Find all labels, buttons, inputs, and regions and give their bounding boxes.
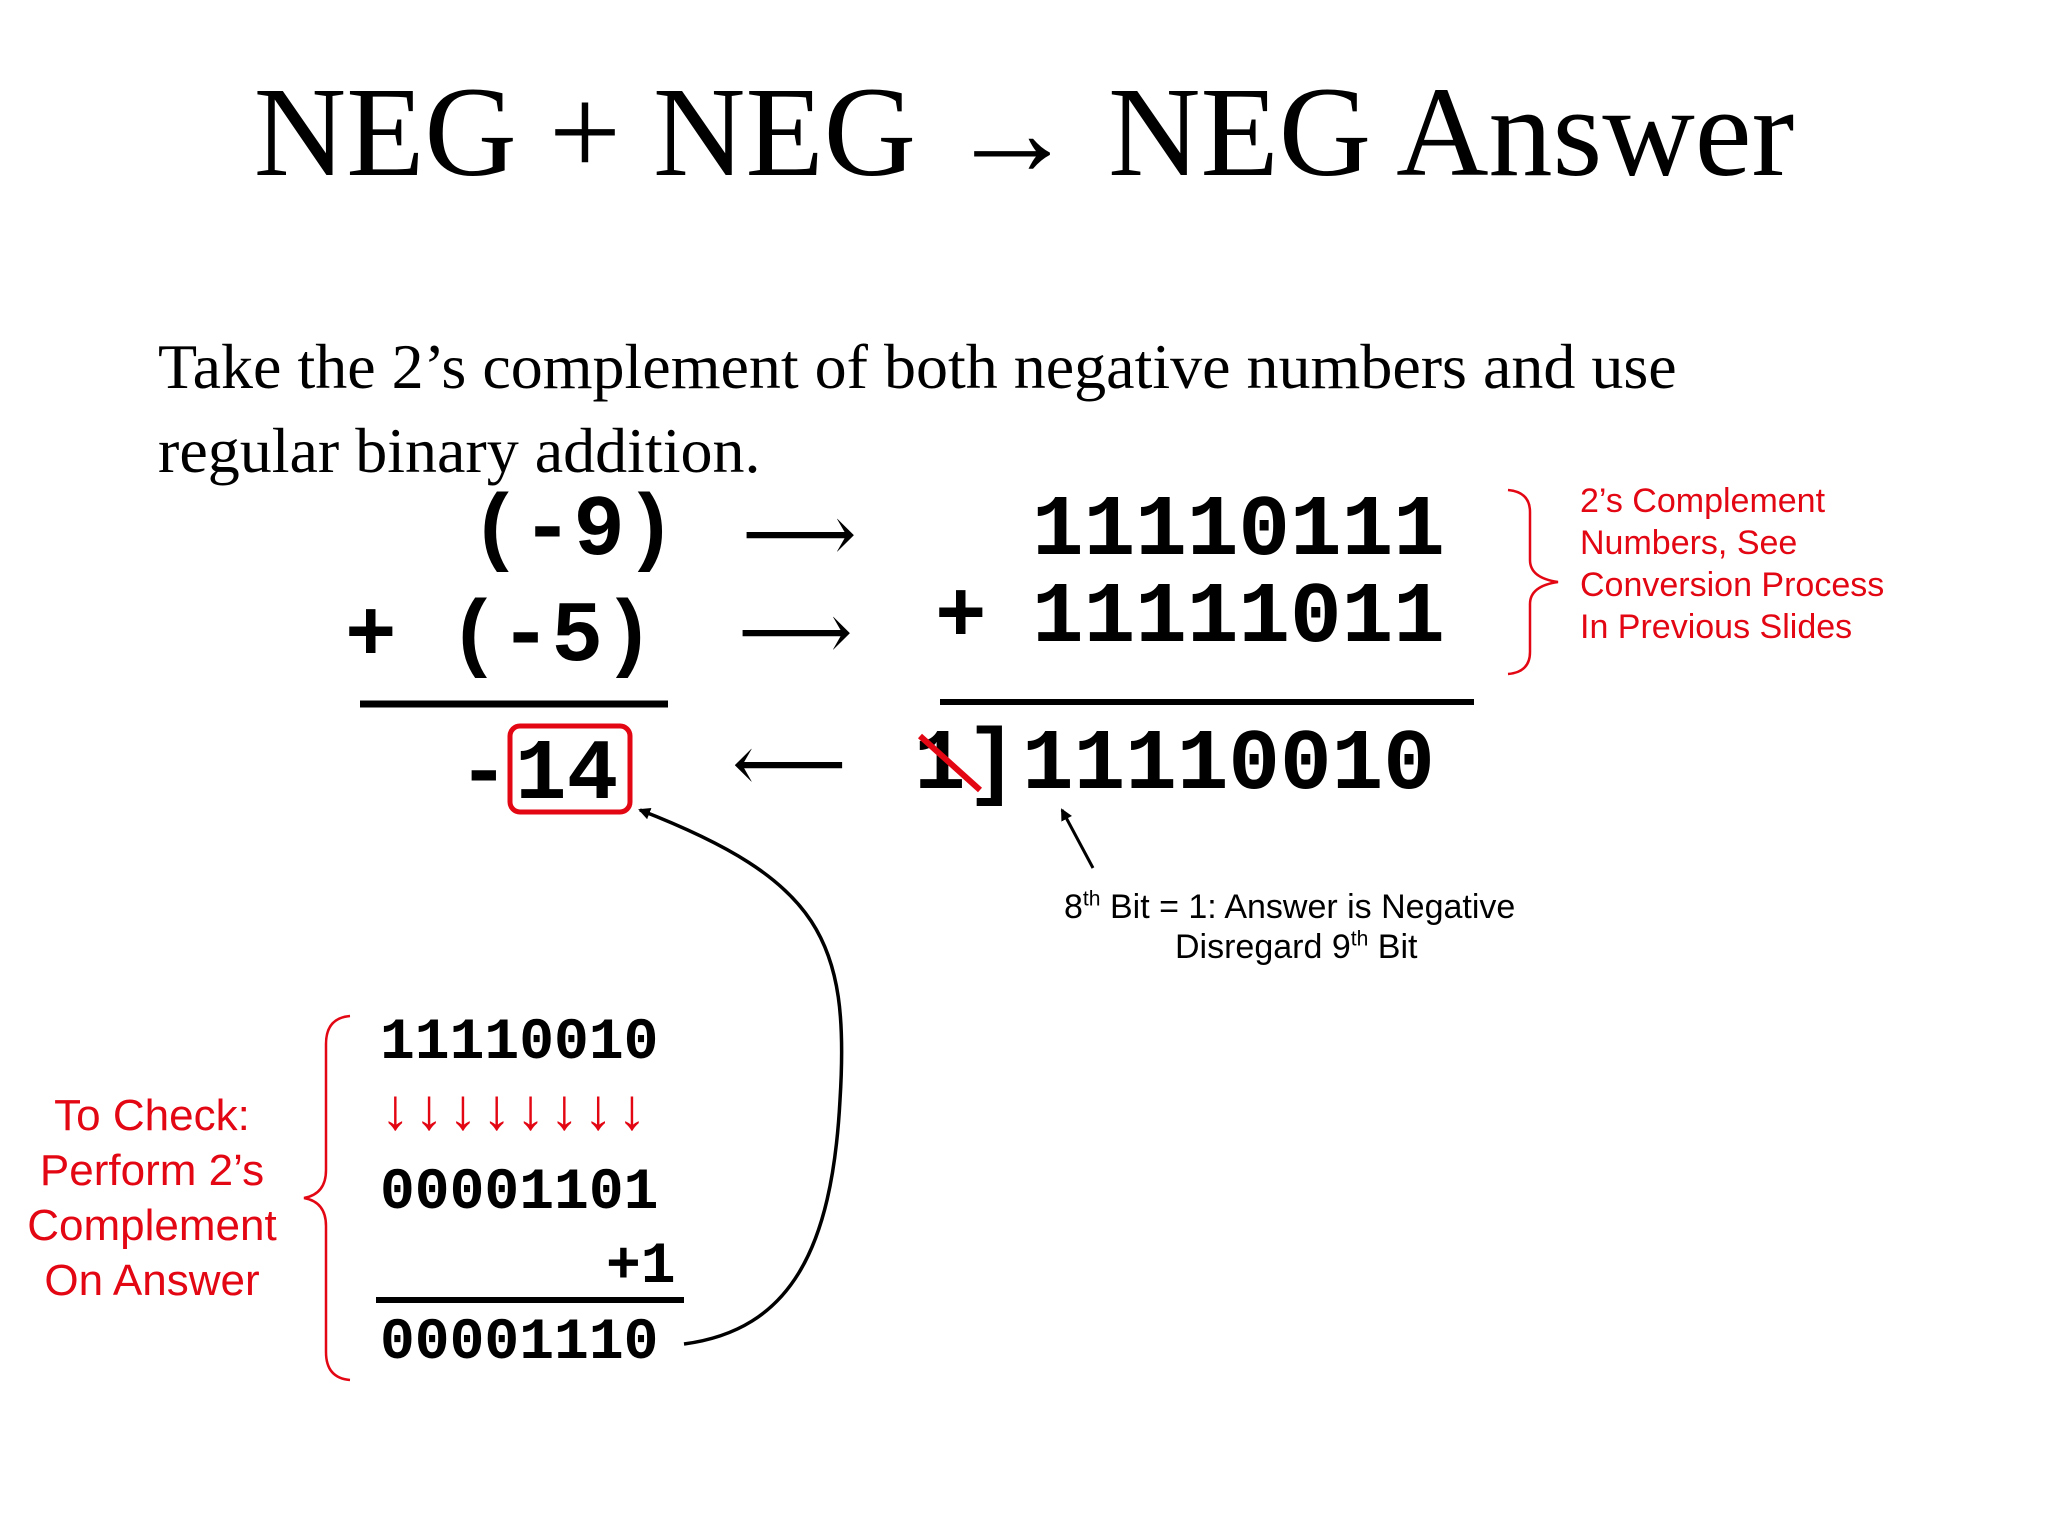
result-highlight-box [510,726,630,812]
intro-line-1: Take the 2’s complement of both negative numbers and use [158,331,1677,402]
check-label-line-3: Complement [27,1201,277,1250]
binary-row-1: 11110111 [1032,482,1445,580]
overflow-strike [920,736,980,790]
invert-arrows: ↓↓↓↓↓↓↓↓ [378,1082,649,1147]
brace-note-line-4: In Previous Slides [1580,608,1853,646]
intro-line-2: regular binary addition. [158,415,761,486]
brace-note-line-3: Conversion Process [1580,566,1885,604]
operands-brace [1508,490,1558,674]
binary-sum: 11110010 [1022,716,1435,814]
binary-row-2: 11111011 [1032,569,1445,667]
bit-note-line-1: 8th Bit = 1: Answer is Negative [1064,887,1516,926]
eighth-bit-arrow [1062,810,1093,868]
overflow-bit: 1 [914,716,966,814]
operand-minus-9: (-9) [470,482,677,580]
right-arrow-1: ⟶ [742,491,857,579]
left-arrow: ⟵ [732,721,847,809]
slide-title: NEG + NEG → NEG Answer [253,61,1795,203]
check-row-3: 00001110 [380,1311,659,1376]
brace-note-line-2: Numbers, See [1580,524,1798,562]
result-sign: - [458,726,510,824]
check-label-line-1: To Check: [54,1091,250,1140]
right-arrow-2: ⟶ [738,589,853,677]
check-to-result-arrow [640,810,842,1344]
check-plus-one: +1 [606,1235,676,1300]
brace-note-line-1: 2’s Complement [1580,482,1826,520]
check-brace [304,1016,350,1380]
check-row-2: 00001101 [380,1161,659,1226]
check-label-line-4: On Answer [44,1256,260,1305]
operand-plus-minus-5: + (-5) [345,588,655,686]
binary-plus-sign: + [935,569,987,667]
overflow-bracket: ] [966,716,1018,814]
check-label-line-2: Perform 2’s [39,1146,265,1195]
bit-note-line-2: Disregard 9th Bit [1175,927,1418,966]
check-row-1: 11110010 [380,1011,659,1076]
result-value-14: 14 [515,726,619,824]
